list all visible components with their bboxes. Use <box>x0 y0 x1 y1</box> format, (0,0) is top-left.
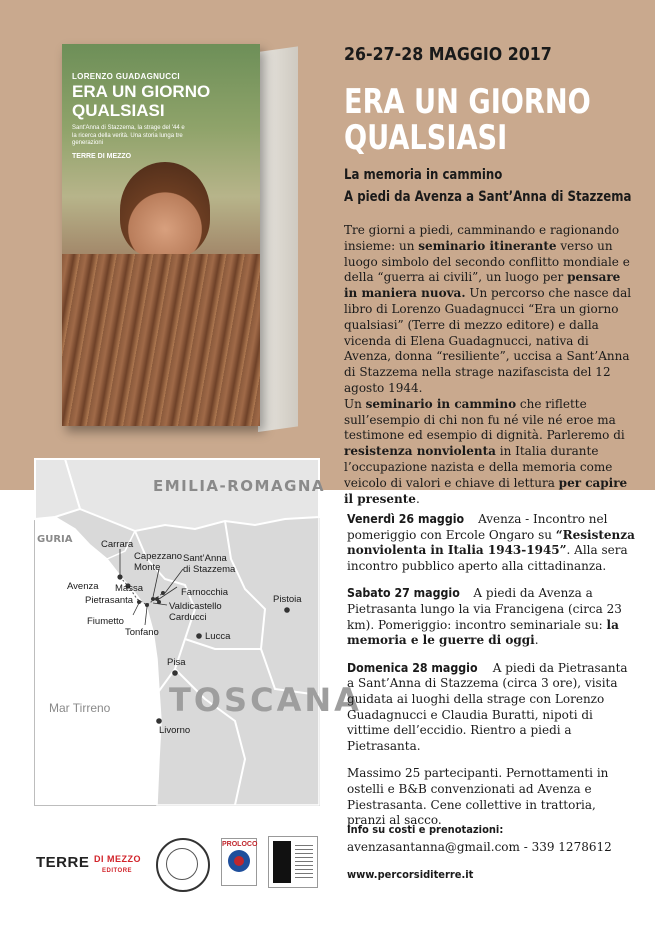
place-valdicastello-line1: Valdicastello <box>169 601 222 612</box>
place-avenza: Avenza <box>67 581 99 592</box>
day1-title: Venerdì 26 maggio <box>347 512 465 526</box>
program-notes: Massimo 25 partecipanti. Pernottamenti in ostelli e B&B convenzionati ad Avenza e Piestrasanta. Cene collettive in trattoria, pranzi al sacco. <box>347 766 609 828</box>
place-capezzano-line2: Monte <box>134 562 161 573</box>
place-tonfano: Tonfano <box>125 627 159 638</box>
place-santanna-line1: Sant’Anna <box>183 553 227 564</box>
book-subtitle: Sant'Anna di Stazzema, la strage del '44 e la ricerca della verità. Una storia lunga tre generazioni <box>72 125 185 146</box>
day2-bold: la memoria e le guerre di oggi <box>347 617 619 648</box>
proloco-emblem-icon <box>228 850 250 872</box>
intro-text: . <box>415 491 420 506</box>
terre-logo-dimezzo: DI MEZZO <box>94 854 142 864</box>
book-cover-text <box>72 72 250 160</box>
website-link[interactable]: www.percorsiditerre.it <box>347 868 474 881</box>
seal-inner-icon <box>166 848 198 880</box>
proloco-label: PROLOCO <box>222 841 258 848</box>
book-title-line1: ERA UN GIORNO <box>72 82 211 101</box>
intro-bold-text: per capire il presente <box>344 475 628 506</box>
day3-title: Domenica 28 maggio <box>347 660 478 675</box>
book-publisher: TERRE DI MEZZO <box>72 152 132 160</box>
terre-logo-editore: EDITORE <box>102 868 133 874</box>
day2-text-b: . <box>534 633 539 648</box>
intro-text: che riflette sull’esempio di chi non fu né vile né eroe ma testimone ed esempio di dignità. Parleremo di <box>344 396 625 443</box>
archive-text-lines <box>295 845 313 879</box>
place-valdicastello-line2: Carducci <box>169 612 207 623</box>
book-spine <box>258 46 298 432</box>
event-title <box>344 84 591 156</box>
proloco-logo <box>221 838 257 886</box>
day2-title: Sabato 27 maggio <box>347 586 460 601</box>
sea-label: Mar Tirreno <box>49 701 111 715</box>
intro-text: Un percorso che nasce dal libro di Lorenzo Guadagnucci “Era un giorno qualsiasi” (Terre di mezzo editore) e dalla vicenda di Elena Guadagnucci, nativa di Avenza, donna “resiliente”, uccisa a Sant’Anna di Stazzema nella strage nazifascista del 12 agosto 1944. <box>344 286 632 395</box>
intro-bold-text: resistenza nonviolenta <box>344 444 496 459</box>
place-pisa: Pisa <box>167 657 186 668</box>
intro-text: verso un luogo simbolo del secondo conflitto mondiale e della “guerra ai civili”, un luogo per <box>344 238 630 285</box>
event-subtitle-line1: La memoria in cammino <box>344 167 503 183</box>
book-title-line2: QUALSIASI <box>72 101 165 120</box>
percorsi-seal-logo <box>156 838 210 892</box>
place-valdicastello <box>169 601 222 623</box>
program-day2 <box>347 586 637 648</box>
intro-text: Tre giorni a piedi, camminando e ragionando insieme: un <box>344 223 620 253</box>
terre-di-mezzo-logo <box>36 854 142 874</box>
event-date: 26-27-28 MAGGIO 2017 <box>344 44 552 65</box>
place-livorno: Livorno <box>159 725 191 736</box>
intro-bold-text: seminario in cammino <box>365 396 517 411</box>
program <box>347 512 637 841</box>
event-title-line2: QUALSIASI <box>344 118 508 158</box>
day1-text-b: . Alla sera incontro pubblico aperto alla cittadinanza. <box>347 543 628 573</box>
intro-paragraph <box>344 223 636 507</box>
place-capezzano-line1: Capezzano <box>134 551 183 562</box>
book-cover <box>62 44 302 432</box>
intro-text: in Italia durante l’occupazione nazista e della memoria come veicolo di valori e chiave di lettura <box>344 444 613 490</box>
info-heading: Info su costi e prenotazioni: <box>347 823 504 836</box>
day2-text-a: A piedi da Avenza a Pietrasanta lungo la via Francigena (circa 23 km). Pomeriggio: incontro seminariale su: <box>347 586 622 632</box>
place-lucca: Lucca <box>205 631 231 642</box>
region-emilia-romagna: EMILIA-ROMAGNA <box>153 477 326 495</box>
day1-text-a: Avenza - Incontro nel pomeriggio con Ercole Ongaro su <box>347 512 608 542</box>
program-day1 <box>347 512 637 574</box>
place-pietrasanta: Pietrasanta <box>85 595 134 606</box>
contact-line[interactable]: avenzasantanna@gmail.com - 339 1278612 <box>347 840 612 854</box>
day3-text-a: A piedi da Pietrasanta a Sant’Anna di Stazzema (circa 3 ore), visita guidata ai luoghi della strage con Lorenzo Guadagnucci e Claudia Buratti, nipoti di vittime dell’eccidio. Rientro a piedi a Pietrasanta. <box>347 660 628 753</box>
cover-photo-boy <box>120 162 210 258</box>
region-liguria: GURIA <box>37 534 73 545</box>
door-figure-icon <box>273 841 291 883</box>
event-title-line1: ERA UN GIORNO <box>344 82 591 122</box>
event-subtitle-line2: A piedi da Avenza a Sant’Anna di Stazzema <box>344 189 632 205</box>
book-front <box>62 44 260 426</box>
place-farnocchia: Farnocchia <box>181 587 228 598</box>
map-graphic <box>35 459 319 805</box>
archive-logo <box>268 836 318 888</box>
day1-bold: “Resistenza nonviolenta in Italia 1943-1945” <box>347 527 635 558</box>
place-capezzano <box>134 551 182 573</box>
place-carrara: Carrara <box>101 539 134 550</box>
intro-text: Un <box>344 396 366 411</box>
event-subtitle <box>344 164 631 208</box>
route-map <box>34 458 362 806</box>
cover-photo-log <box>62 254 260 426</box>
place-pistoia: Pistoia <box>273 594 302 605</box>
intro-bold-text: pensare in maniera nuova. <box>344 270 621 301</box>
place-santanna-line2: di Stazzema <box>183 564 236 575</box>
book-author: LORENZO GUADAGNUCCI <box>72 72 180 81</box>
place-massa: Massa <box>115 583 143 594</box>
program-day3 <box>347 661 637 755</box>
intro-bold-text: seminario itinerante <box>418 238 557 253</box>
place-fiumetto: Fiumetto <box>87 616 124 627</box>
region-toscana: TOSCANA <box>169 681 362 719</box>
place-santanna <box>183 553 235 575</box>
terre-logo-main: TERRE <box>36 854 90 871</box>
